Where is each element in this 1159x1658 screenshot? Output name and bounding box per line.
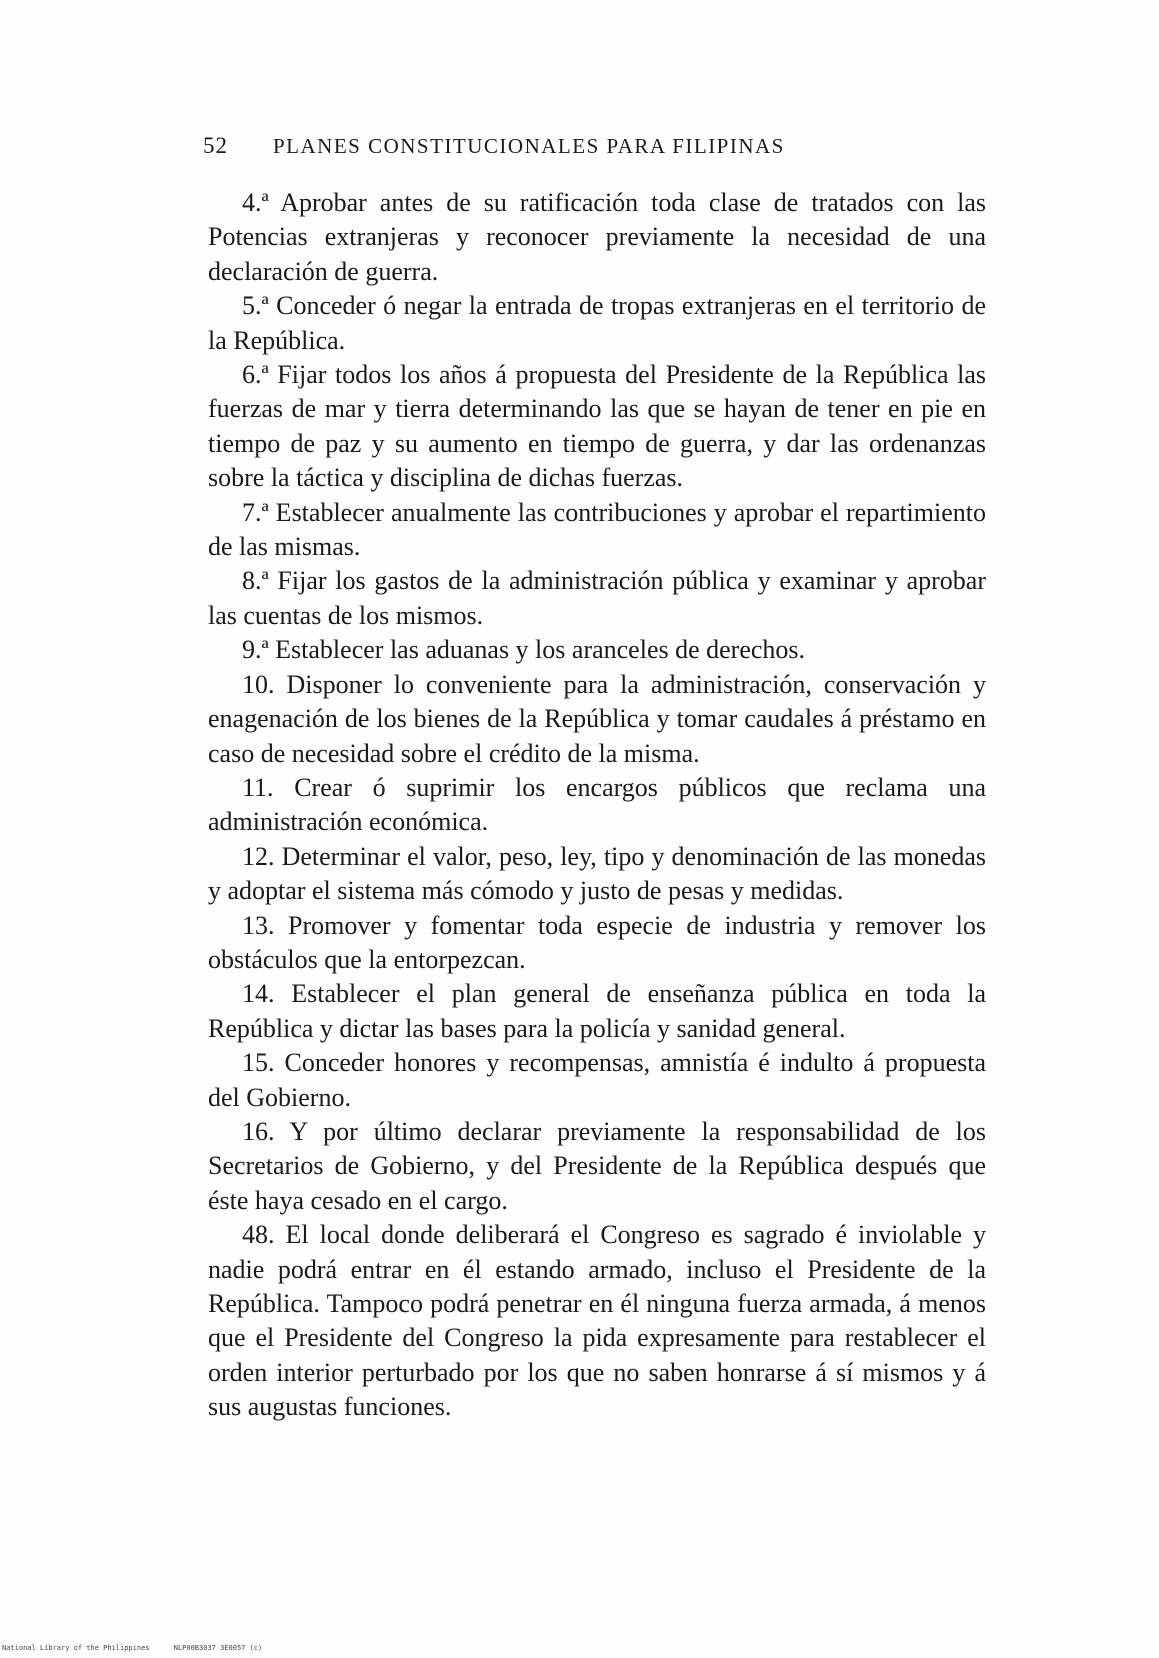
paragraph-item-14: 14. Establecer el plan general de enseñanza pública en toda la República y dictar las bases para la policía y sanidad general.: [208, 979, 986, 1043]
footer-code: NLP00B3037 3E0057 (c): [173, 1644, 263, 1652]
running-title: PLANES CONSTITUCIONALES PARA FILIPINAS: [273, 134, 785, 158]
scan-footer: [2, 1644, 702, 1652]
paragraph-item-7: 7.ª Establecer anualmente las contribuciones y aprobar el repartimiento de las mismas.: [208, 497, 986, 562]
paragraph-item-15: 15. Conceder honores y recompensas, amnistía é indulto á propuesta del Gobierno.: [208, 1048, 986, 1112]
page-header: [203, 133, 983, 173]
paragraph-item-5: 5.ª Conceder ó negar la entrada de tropas extranjeras en el territorio de la República.: [208, 291, 986, 355]
paragraph-article-48: 48. El local donde deliberará el Congreso es sagrado é inviolable y nadie podrá entrar en él estando armado, incluso el Presidente de la República. Tampoco podrá penetrar en él ninguna fuerza armada, á menos que el Presidente del Congreso la pida expresamente para restablecer el orden interior perturbado por los que no saben honrarse á sí mismos y á sus augustas funciones.: [208, 1220, 986, 1422]
paragraph-item-13: 13. Promover y fomentar toda especie de industria y remover los obstáculos que la entorpezcan.: [208, 910, 986, 974]
page-number: 52: [203, 133, 228, 158]
paragraph-item-16: 16. Y por último declarar previamente la responsabilidad de los Secretarios de Gobierno, y del Presidente de la República después que éste haya cesado en el cargo.: [208, 1116, 986, 1215]
paragraph-item-11: 11. Crear ó suprimir los encargos públicos que reclama una administración económica.: [208, 772, 986, 837]
paragraph-item-10: 10. Disponer lo conveniente para la administración, conservación y enagenación de los bienes de la República y tomar caudales á préstamo en caso de necesidad sobre el crédito de la misma.: [208, 669, 986, 768]
footer-library: National Library of the Philippines: [2, 1644, 150, 1652]
paragraph-item-12: 12. Determinar el valor, peso, ley, tipo y denominación de las monedas y adoptar el sistema más cómodo y justo de pesas y medidas.: [208, 841, 986, 906]
paragraph-item-8: 8.ª Fijar los gastos de la administración pública y examinar y aprobar las cuentas de los mismos.: [208, 566, 986, 630]
paragraph-item-4: 4.ª Aprobar antes de su ratificación toda clase de tratados con las Potencias extranjeras y reconocer previamente la necesidad de una declaración de guerra.: [208, 188, 986, 286]
page-body: [208, 186, 986, 1425]
paragraph-item-6: 6.ª Fijar todos los años á propuesta del Presidente de la República las fuerzas de mar y tierra determinando las que se hayan de tener en pie en tiempo de paz y su aumento en tiempo de guerra, y dar las ordenanzas sobre la táctica y disciplina de dichas fuerzas.: [208, 360, 986, 493]
paragraph-item-9: 9.ª Establecer las aduanas y los aranceles de derechos.: [242, 635, 806, 665]
